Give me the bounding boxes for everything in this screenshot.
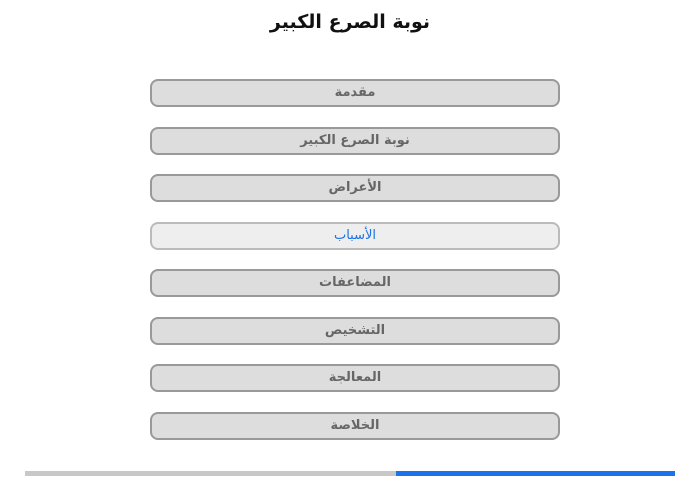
menu-item-introduction[interactable]: مقدمة: [150, 79, 560, 107]
menu-item-grand-mal-seizure[interactable]: نوبة الصرع الكبير: [150, 127, 560, 155]
menu-item-treatment[interactable]: المعالجة: [150, 364, 560, 392]
menu-item-complications[interactable]: المضاعفات: [150, 269, 560, 297]
menu-item-diagnosis[interactable]: التشخيص: [150, 317, 560, 345]
progress-bar: [25, 471, 675, 476]
menu-item-summary[interactable]: الخلاصة: [150, 412, 560, 440]
page-title: نوبة الصرع الكبير: [269, 11, 431, 33]
menu-item-symptoms[interactable]: الأعراض: [150, 174, 560, 202]
progress-bar-fill: [396, 471, 676, 476]
menu-item-causes[interactable]: الأسباب: [150, 222, 560, 250]
chapter-menu: [150, 79, 560, 459]
